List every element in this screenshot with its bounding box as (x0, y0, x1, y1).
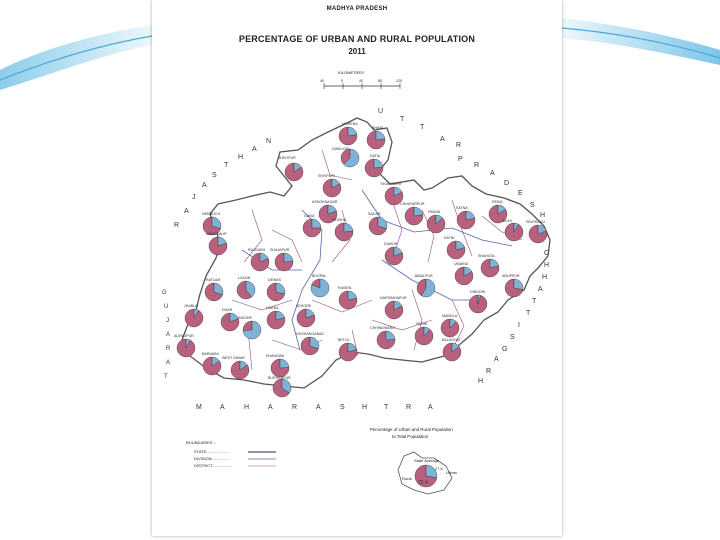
district-label-hoshangabad: HOSHANGABAD (296, 332, 324, 336)
inset-rural-label: Rural (402, 476, 412, 481)
pie-sidhi (505, 223, 523, 241)
map-sheet (152, 0, 562, 536)
pie-burhanpur (273, 379, 291, 397)
district-label-guna: GUNA (304, 214, 315, 218)
neighbor-letter-gujarat: A (166, 332, 171, 338)
inset-urban-label: Urban (446, 470, 457, 475)
neighbor-letter-gujarat: J (166, 318, 170, 324)
neighbor-letter-south: H (362, 404, 368, 411)
district-label-morena: MORENA (342, 122, 358, 126)
state-name: MADHYA PRADESH (326, 6, 388, 12)
inset-title-2: to Total Population (392, 434, 429, 439)
neighbor-letter-west: A (252, 146, 258, 153)
district-label-alirajpur: ALIRAJPUR (174, 334, 194, 338)
pie-damoh (385, 247, 403, 265)
neighbor-letter-west: J (192, 194, 196, 201)
pie-jhabua (185, 309, 203, 327)
neighbor-letter-west: T (224, 162, 229, 169)
neighbor-letter-west: A (184, 208, 190, 215)
pie-dewas (267, 283, 285, 301)
legend-division: DIVISION................. (194, 456, 231, 461)
district-label-rewa: REWA (492, 200, 503, 204)
neighbor-letter-north2: D (504, 180, 510, 187)
district-label-jabalpur: JABALPUR (414, 274, 433, 278)
neighbor-letter-west: A (202, 182, 208, 189)
pie-shajapur (275, 253, 293, 271)
pie-umaria (455, 267, 473, 285)
inset-state-label: State Average (414, 458, 440, 463)
district-label-narsimhapur: NARSIMHAPUR (380, 296, 407, 300)
district-label-umaria: UMARIA (454, 262, 468, 266)
neighbor-letter-east: S (510, 334, 516, 341)
district-label-shivpuri: SHIVPURI (318, 174, 335, 178)
pie-gwalior (341, 149, 359, 167)
pie-guna (303, 219, 321, 237)
pie-seoni (415, 327, 433, 345)
district-label-seoni: SEONI (416, 322, 428, 326)
neighbor-letter-gujarat: U (164, 304, 169, 310)
district-label-dewas: DEWAS (268, 278, 282, 282)
neighbor-letter-gujarat: G (162, 290, 168, 296)
district-label-khandwa: KHANDWA (266, 354, 285, 358)
neighbor-letter-east: C (544, 250, 550, 257)
neighbor-letter-east: H (544, 262, 550, 269)
scale-tick-2: 40 (359, 79, 363, 83)
pie-bhopal (311, 279, 329, 297)
neighbor-letter-south: T (384, 404, 389, 411)
legend-district: DISTRICT.................. (194, 463, 233, 468)
pie-vidisha (335, 223, 353, 241)
neighbor-letter-east: H (478, 378, 484, 385)
district-label-mandla: MANDLA (442, 314, 457, 318)
map-title: PERCENTAGE OF URBAN AND RURAL POPULATION (238, 34, 476, 44)
district-label-betul: BETUL (338, 338, 350, 342)
neighbor-letter-east: G (502, 346, 508, 353)
pie-katni (447, 241, 465, 259)
district-label-neemuch: NEEMUCH (202, 212, 221, 216)
scale-tick-0: 40 (320, 79, 324, 83)
pie-balaghat (443, 343, 461, 361)
district-label-sagar: SAGAR (368, 212, 381, 216)
district-label-indore: INDORE (238, 316, 252, 320)
neighbor-letter-south: R (292, 404, 298, 411)
district-label-tikamgarh: TIKAMGARH (380, 182, 402, 186)
right-swoosh (562, 18, 720, 65)
pie-west-nimar (231, 361, 249, 379)
district-label-ratlam: RATLAM (206, 278, 221, 282)
district-label-shajapur: SHAJAPUR (270, 248, 290, 252)
neighbor-letter-north2: P (458, 156, 464, 163)
neighbor-letter-south: M (196, 404, 203, 411)
scale-bar (324, 83, 400, 89)
district-label-barwani: BARWANI (202, 352, 219, 356)
pie-singrauli (529, 225, 547, 243)
neighbor-letter-north2: S (530, 202, 536, 209)
district-label-rajgarh: RAJGARH (248, 248, 266, 252)
pie-chhatarpur (405, 207, 423, 225)
district-label-harda: HARDA (266, 306, 279, 310)
neighbor-letter-east: I (518, 322, 521, 329)
pie-sagar (369, 217, 387, 235)
district-label-satna: SATNA (456, 206, 468, 210)
neighbor-letter-east: T (532, 298, 537, 305)
district-label-balaghat: BALAGHAT (442, 338, 461, 342)
pie-sehore (297, 309, 315, 327)
district-label-vidisha: VIDISHA (332, 218, 347, 222)
district-label-west-nimar: WEST NIMAR (222, 356, 245, 360)
neighbor-letter-north: U (378, 108, 384, 115)
neighbor-letter-north: A (440, 136, 446, 143)
pie-hoshangabad (301, 337, 319, 355)
inset-rural-value: 72.4 (418, 480, 428, 486)
neighbor-letter-gujarat: T (164, 374, 169, 380)
neighbor-letter-east: H (542, 274, 548, 281)
pie-dindori (469, 295, 487, 313)
pie-datia (365, 159, 383, 177)
scale-tick-3: 80 (378, 79, 382, 83)
district-label-sidhi: SIDHI (502, 219, 512, 223)
district-label-dindori: DINDORI (470, 290, 486, 294)
pie-anuppur (505, 279, 523, 297)
pie-ujjain (237, 281, 255, 299)
pie-mandsaur (209, 237, 227, 255)
neighbor-letter-east: R (486, 368, 492, 375)
district-label-bhind: BHIND (372, 126, 384, 130)
neighbor-letter-gujarat: A (166, 360, 171, 366)
district-label-ujjain: UJJAIN (238, 276, 251, 280)
scale-tick-1: 0 (341, 79, 343, 83)
neighbor-letter-west: R (174, 222, 180, 229)
neighbor-letter-east: A (538, 286, 544, 293)
neighbor-letter-west: H (238, 154, 244, 161)
scale-label: KILOMETRES (338, 70, 364, 75)
district-label-shahdol: SHAHDOL (478, 254, 496, 258)
neighbor-letter-north2: H (540, 212, 546, 219)
pie-morena (339, 127, 357, 145)
pie-ratlam (205, 283, 223, 301)
neighbor-letter-north: T (420, 124, 425, 131)
neighbor-letter-south: A (316, 404, 322, 411)
district-label-chhatarpur: CHHATARPUR (400, 202, 425, 206)
neighbor-letter-south: A (428, 404, 434, 411)
pie-rajgarh (251, 253, 269, 271)
neighbor-letter-south: S (340, 404, 346, 411)
pie-shahdol (481, 259, 499, 277)
district-label-bhopal: BHOPAL (312, 274, 327, 278)
neighbor-letter-west: S (212, 172, 218, 179)
pie-sheopur (285, 163, 303, 181)
district-label-raisen: RAISEN (338, 286, 352, 290)
pie-satna (457, 211, 475, 229)
inset-urban-value: 27.6 (435, 466, 443, 471)
neighbor-letter-south: R (406, 404, 412, 411)
district-label-datia: DATIA (370, 154, 381, 158)
pie-mandla (441, 319, 459, 337)
pie-barwani (203, 357, 221, 375)
district-label-singrauli: SINGRAULI (526, 220, 546, 224)
district-label-damoh: DAMOH (384, 242, 398, 246)
neighbor-letter-east: T (526, 310, 531, 317)
pie-indore (243, 321, 261, 339)
boundaries-title: BOUNDARIES :- (186, 440, 217, 445)
pie-bhind (367, 131, 385, 149)
neighbor-letter-east: A (494, 356, 500, 363)
neighbor-letter-south: A (220, 404, 226, 411)
pie-betul (339, 343, 357, 361)
neighbor-letter-south: H (244, 404, 250, 411)
pie-harda (267, 311, 285, 329)
pie-jabalpur (417, 279, 435, 297)
pie-panna (427, 215, 445, 233)
neighbor-letter-north: T (400, 116, 405, 123)
neighbor-letter-north: R (456, 142, 462, 149)
boundary-legend-lines (248, 452, 276, 466)
inset-title-1: Percentage of Urban and Rural Population (370, 427, 453, 432)
neighbor-letter-gujarat: R (166, 346, 171, 352)
district-label-katni: KATNI (444, 236, 455, 240)
neighbor-letter-west: N (266, 138, 272, 145)
neighbor-letter-north2: E (518, 190, 524, 197)
district-label-anuppur: ANUPPUR (502, 274, 520, 278)
district-label-burhanpur: BURHANPUR (268, 376, 291, 380)
district-label-gwalior: GWALIOR (332, 147, 349, 151)
district-label-chhindwara: CHHINDWARA (370, 326, 395, 330)
pie-khandwa (271, 359, 289, 377)
pie-raisen (339, 291, 357, 309)
district-label-jhabua: JHABUA (184, 304, 199, 308)
district-label-panna: PANNA (428, 210, 441, 214)
scale-tick-4: 120 (396, 79, 402, 83)
neighbor-letter-south: A (268, 404, 274, 411)
pie-dhar (221, 313, 239, 331)
pie-alirajpur (177, 339, 195, 357)
district-label-ashoknagar: ASHOKNAGAR (312, 200, 338, 204)
district-label-sheopur: SHEOPUR (278, 156, 296, 160)
map-year: 2011 (348, 47, 366, 56)
neighbor-letter-north2: A (490, 170, 496, 177)
left-swoosh (0, 25, 152, 90)
pie-shivpuri (323, 179, 341, 197)
neighbor-letter-north2: R (474, 162, 480, 169)
pie-narsimhapur (385, 301, 403, 319)
district-label-sehore: SEHORE (296, 304, 312, 308)
pie-chhindwara (377, 331, 395, 349)
district-label-dhar: DHAR (222, 308, 233, 312)
legend-state: STATE..................... (194, 449, 230, 454)
district-label-mandsaur: MANDSAUR (206, 232, 227, 236)
